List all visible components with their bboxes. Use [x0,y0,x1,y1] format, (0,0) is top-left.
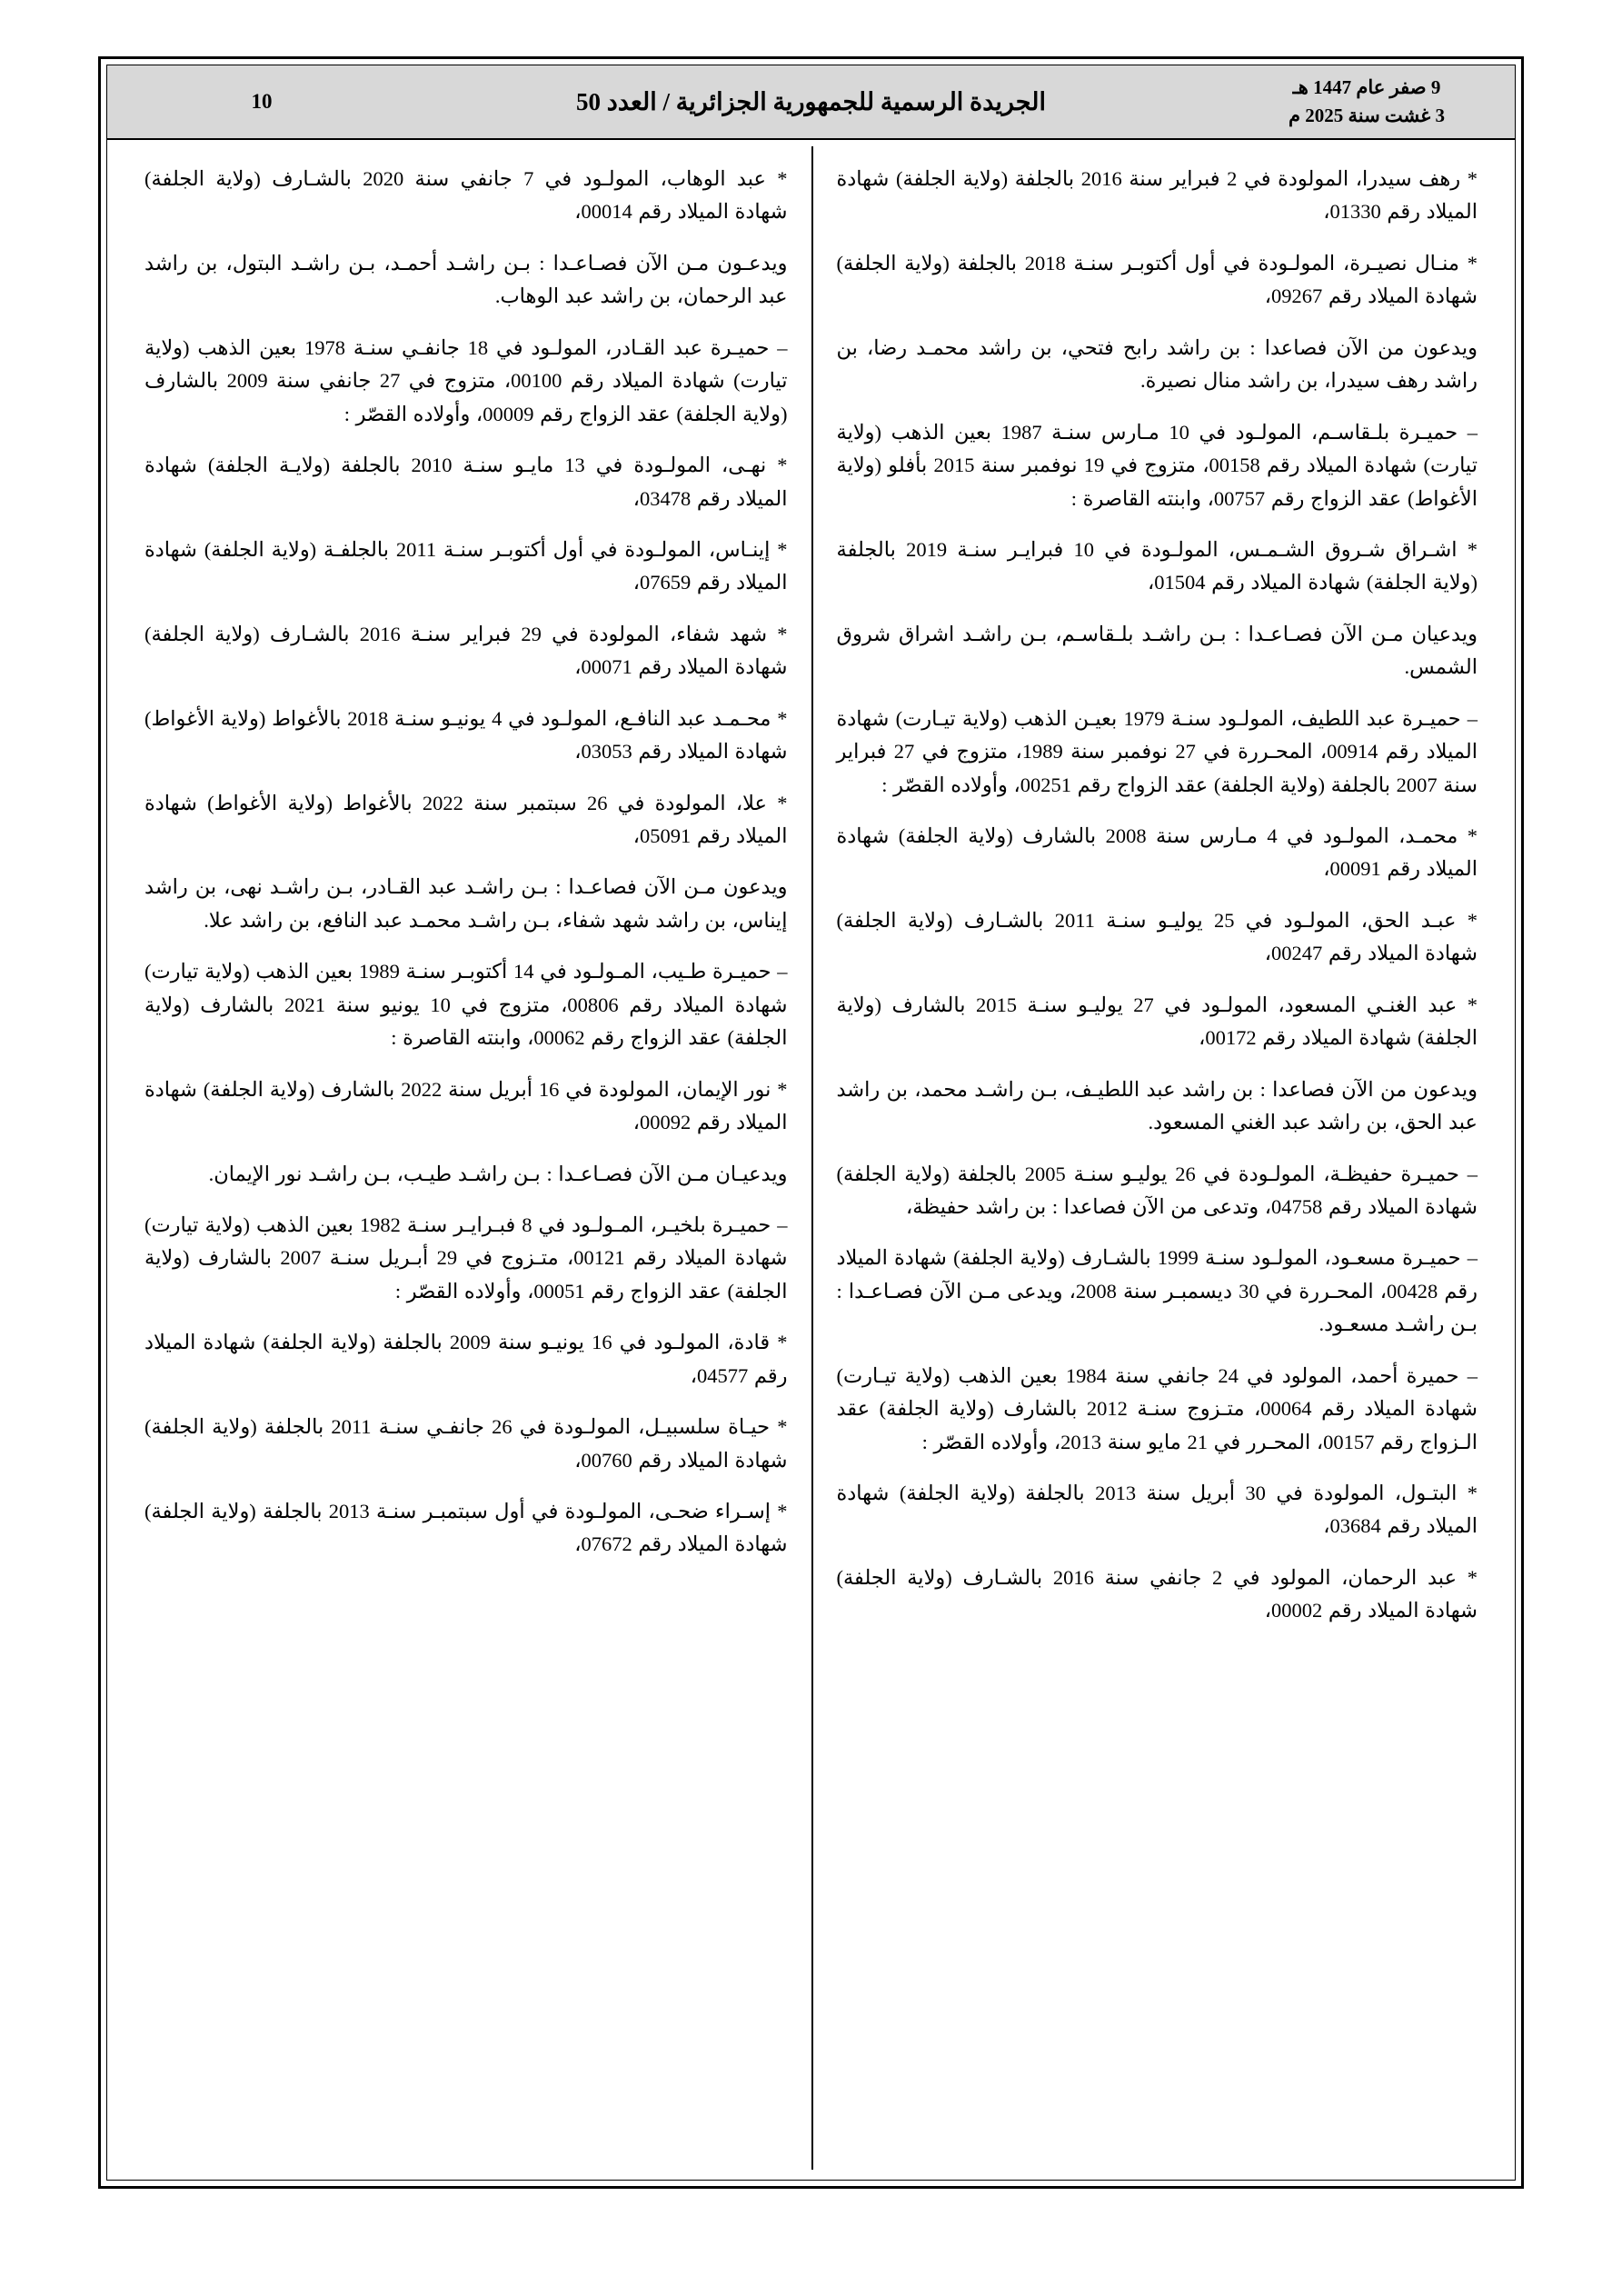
paragraph: ويدعون من الآن فصاعدا : بن راشد رابح فتحي، بن راشد محمـد رضا، بن راشد رهف سيدرا، بن راشد منال نصيرة. [836,335,1478,393]
paragraph: – حميرة أحمد، المولود في 24 جانفي سنة 1984 بعين الذهب (ولاية تيـارت) شهادة الميلاد رقم 00064، متـزوج سنـة 2012 بالشارف (ولاية الجلفة) عقد الـزواج رقم 00157، المحـرر في 21 مايو سنة 2013، وأولاده القصّر : [836,1363,1478,1453]
paragraph: * عبد الغنـي المسعود، المولـود في 27 يوليـو سنـة 2015 بالشارف (ولاية الجلفة) شهادة الميلاد رقم 00172، [836,993,1478,1050]
paragraph: * عبد الوهاب، المولـود في 7 جانفي سنة 2020 بالشـارف (ولاية الجلفة) شهادة الميلاد رقم 00014، [144,167,788,224]
paragraph: * شهد شفاء، المولودة في 29 فبراير سنـة 2016 بالشـارف (ولاية الجلفة) شهادة الميلاد رقم 00071، [144,622,788,679]
page-border-outer [98,56,1524,2189]
paragraph: * إسـراء ضحـى، المولـودة في أول سبتمبـر سنـة 2013 بالجلفة (ولاية الجلفة) شهادة الميلاد رقم 07672، [144,1500,788,1556]
paragraph: – حميـرة طـيب، المـولـود في 14 أكتوبـر سنـة 1989 بعين الذهب (ولاية تيارت) شهادة الميلاد رقم 00806، متزوج في 10 يونيو سنة 2021 بالشارف (ولاية الجلفة) عقد الزواج رقم 00062، وابنته القاصرة : [144,960,788,1050]
paragraph: * إينـاس، المولـودة في أول أكتوبـر سنـة 2011 بالجلفـة (ولاية الجلفة) شهادة الميلاد رقم 07659، [144,537,788,594]
paragraph: * رهف سيدرا، المولودة في 2 فبراير سنة 2016 بالجلفة (ولاية الجلفة) شهادة الميلاد رقم 01330، [836,167,1478,224]
paragraph: – حميـرة بلخيـر، المـولـود في 8 فبـرايـر سنـة 1982 بعين الذهب (ولاية تيارت) شهادة الميلاد رقم 00121، متـزوج في 29 أبـريل سنـة 2007 بالشارف (ولاية الجلفة) عقد الزواج رقم 00051، وأولاده القصّر : [144,1213,788,1303]
paragraph: – حميـرة عبد اللطيف، المولـود سنـة 1979 بعيـن الذهب (ولاية تيـارت) شهادة الميلاد رقم 00914، المحـررة في 27 نوفمبر سنة 1989، متزوج في 27 فبراير سنة 2007 بالجلفة (ولاية الجلفة) عقد الزواج رقم 00251، وأولاده القصّر : [836,706,1478,796]
header-page-number: 10 [251,90,273,113]
column-right [811,146,1502,2170]
paragraph: ويدعون مـن الآن فصاعـدا : بـن راشـد عبد القـادر، بـن راشـد نهى، بن راشد إيناس، بن راشد شهد شفاء، بـن راشـد محمـد عبد النافع، بن راشد علا. [144,875,788,932]
paragraph: ويدعون من الآن فصاعدا : بن راشد عبد اللطيـف، بـن راشـد محمد، بن راشد عبد الحق، بن راشد عبد الغني المسعود. [836,1077,1478,1134]
paragraph: * محمـد، المولـود في 4 مـارس سنة 2008 بالشارف (ولاية الجلفة) شهادة الميلاد رقم 00091، [836,824,1478,881]
paragraph: * قادة، المولـود في 16 يونيـو سنة 2009 بالجلفة (ولاية الجلفة) شهادة الميلاد رقم 04577، [144,1331,788,1387]
paragraph: – حميـرة عبد القـادر، المولـود في 18 جانفـي سنـة 1978 بعين الذهب (ولاية تيارت) شهادة الميلاد رقم 00100، متزوج في 27 جانفي سنة 2009 بالشارف (ولاية الجلفة) عقد الزواج رقم 00009، وأولاده القصّر : [144,335,788,425]
paragraph: * نور الإيمان، المولودة في 16 أبريل سنة 2022 بالشارف (ولاية الجلفة) شهادة الميلاد رقم 00092، [144,1077,788,1134]
header-title: الجريدة الرسمية للجمهورية الجزائرية / العدد 50 [576,87,1046,115]
paragraph: – حميـرة بلـقاسـم، المولـود في 10 مـارس سنـة 1987 بعين الذهب (ولاية تيارت) شهادة الميلاد رقم 00158، متزوج في 19 نوفمبر سنة 2015 بأفلو (ولاية الأغواط) عقد الزواج رقم 00757، وابنته القاصرة : [836,420,1478,510]
paragraph: * نهـى، المولـودة في 13 مايـو سنـة 2010 بالجلفة (ولايـة الجلفة) شهادة الميلاد رقم 03478، [144,454,788,510]
paragraph: – حميـرة حفيظـة، المولـودة في 26 يوليـو سنـة 2005 بالجلفة (ولاية الجلفة) شهادة الميلاد رقم 04758، وتدعى من الآن فصاعدا : بن راشد حفيظة، [836,1162,1478,1218]
paragraph: * حيـاة سلسبيـل، المولـودة في 26 جانفـي سنـة 2011 بالجلفة (ولاية الجلفة) شهادة الميلاد رقم 00760، [144,1415,788,1472]
paragraph: * البتـول، المولودة في 30 أبريل سنة 2013 بالجلفة (ولاية الجلفة) شهادة الميلاد رقم 03684، [836,1482,1478,1538]
paragraph: ويدعيـان مـن الآن فصـاعـدا : بـن راشـد طيـب، بـن راشـد نور الإيمان. [208,1162,788,1185]
column-left [121,146,811,2170]
header-date-gregorian: 3 غشت سنة 2025 م [1288,105,1446,126]
paragraph: * منـال نصيـرة، المولـودة في أول أكتوبـر سنـة 2018 بالجلفة (ولاية الجلفة) شهادة الميلاد رقم 09267، [836,251,1478,308]
header-date-hijri: 9 صفر عام 1447 هـ [1292,75,1441,98]
paragraph: ويدعـون مـن الآن فصـاعـدا : بـن راشـد أحمـد، بـن راشـد البتول، بن راشد عبد الرحمان، بن راشد عبد الوهاب. [144,251,788,308]
page-header [107,65,1515,140]
paragraph: * محـمـد عبد النافـع، المولـود في 4 يونيـو سنـة 2018 بالأغواط (ولاية الأغواط) شهادة الميلاد رقم 03053، [144,706,788,764]
paragraph: * عبد الرحمان، المولود في 2 جانفي سنة 2016 بالشـارف (ولاية الجلفة) شهادة الميلاد رقم 00002، [836,1565,1478,1622]
header-date [1242,74,1515,131]
paragraph: * اشـراق شـروق الشـمـس، المولـودة في 10 فبرايـر سنـة 2019 بالجلفة (ولاية الجلفة) شهادة الميلاد رقم 01504، [836,537,1478,594]
paragraph: – حميـرة مسعـود، المولـود سنـة 1999 بالشـارف (ولاية الجلفة) شهادة الميلاد رقم 00428، المحـررة في 30 ديسمبـر سنة 2008، ويدعى مـن الآن فصـاعـدا : بـن راشـد مسعـود. [836,1246,1478,1336]
page-body [121,146,1501,2170]
paragraph: * علا، المولودة في 26 سبتمبر سنة 2022 بالأغواط (ولاية الأغواط) شهادة الميلاد رقم 05091، [144,791,788,847]
paragraph: * عبـد الحق، المولـود في 25 يوليـو سنـة 2011 بالشـارف (ولاية الجلفة) شهادة الميلاد رقم 00247، [836,908,1478,965]
paragraph: ويدعيان مـن الآن فصـاعـدا : بـن راشـد بلـقاسـم، بـن راشـد اشراق شروق الشمس. [836,622,1478,679]
